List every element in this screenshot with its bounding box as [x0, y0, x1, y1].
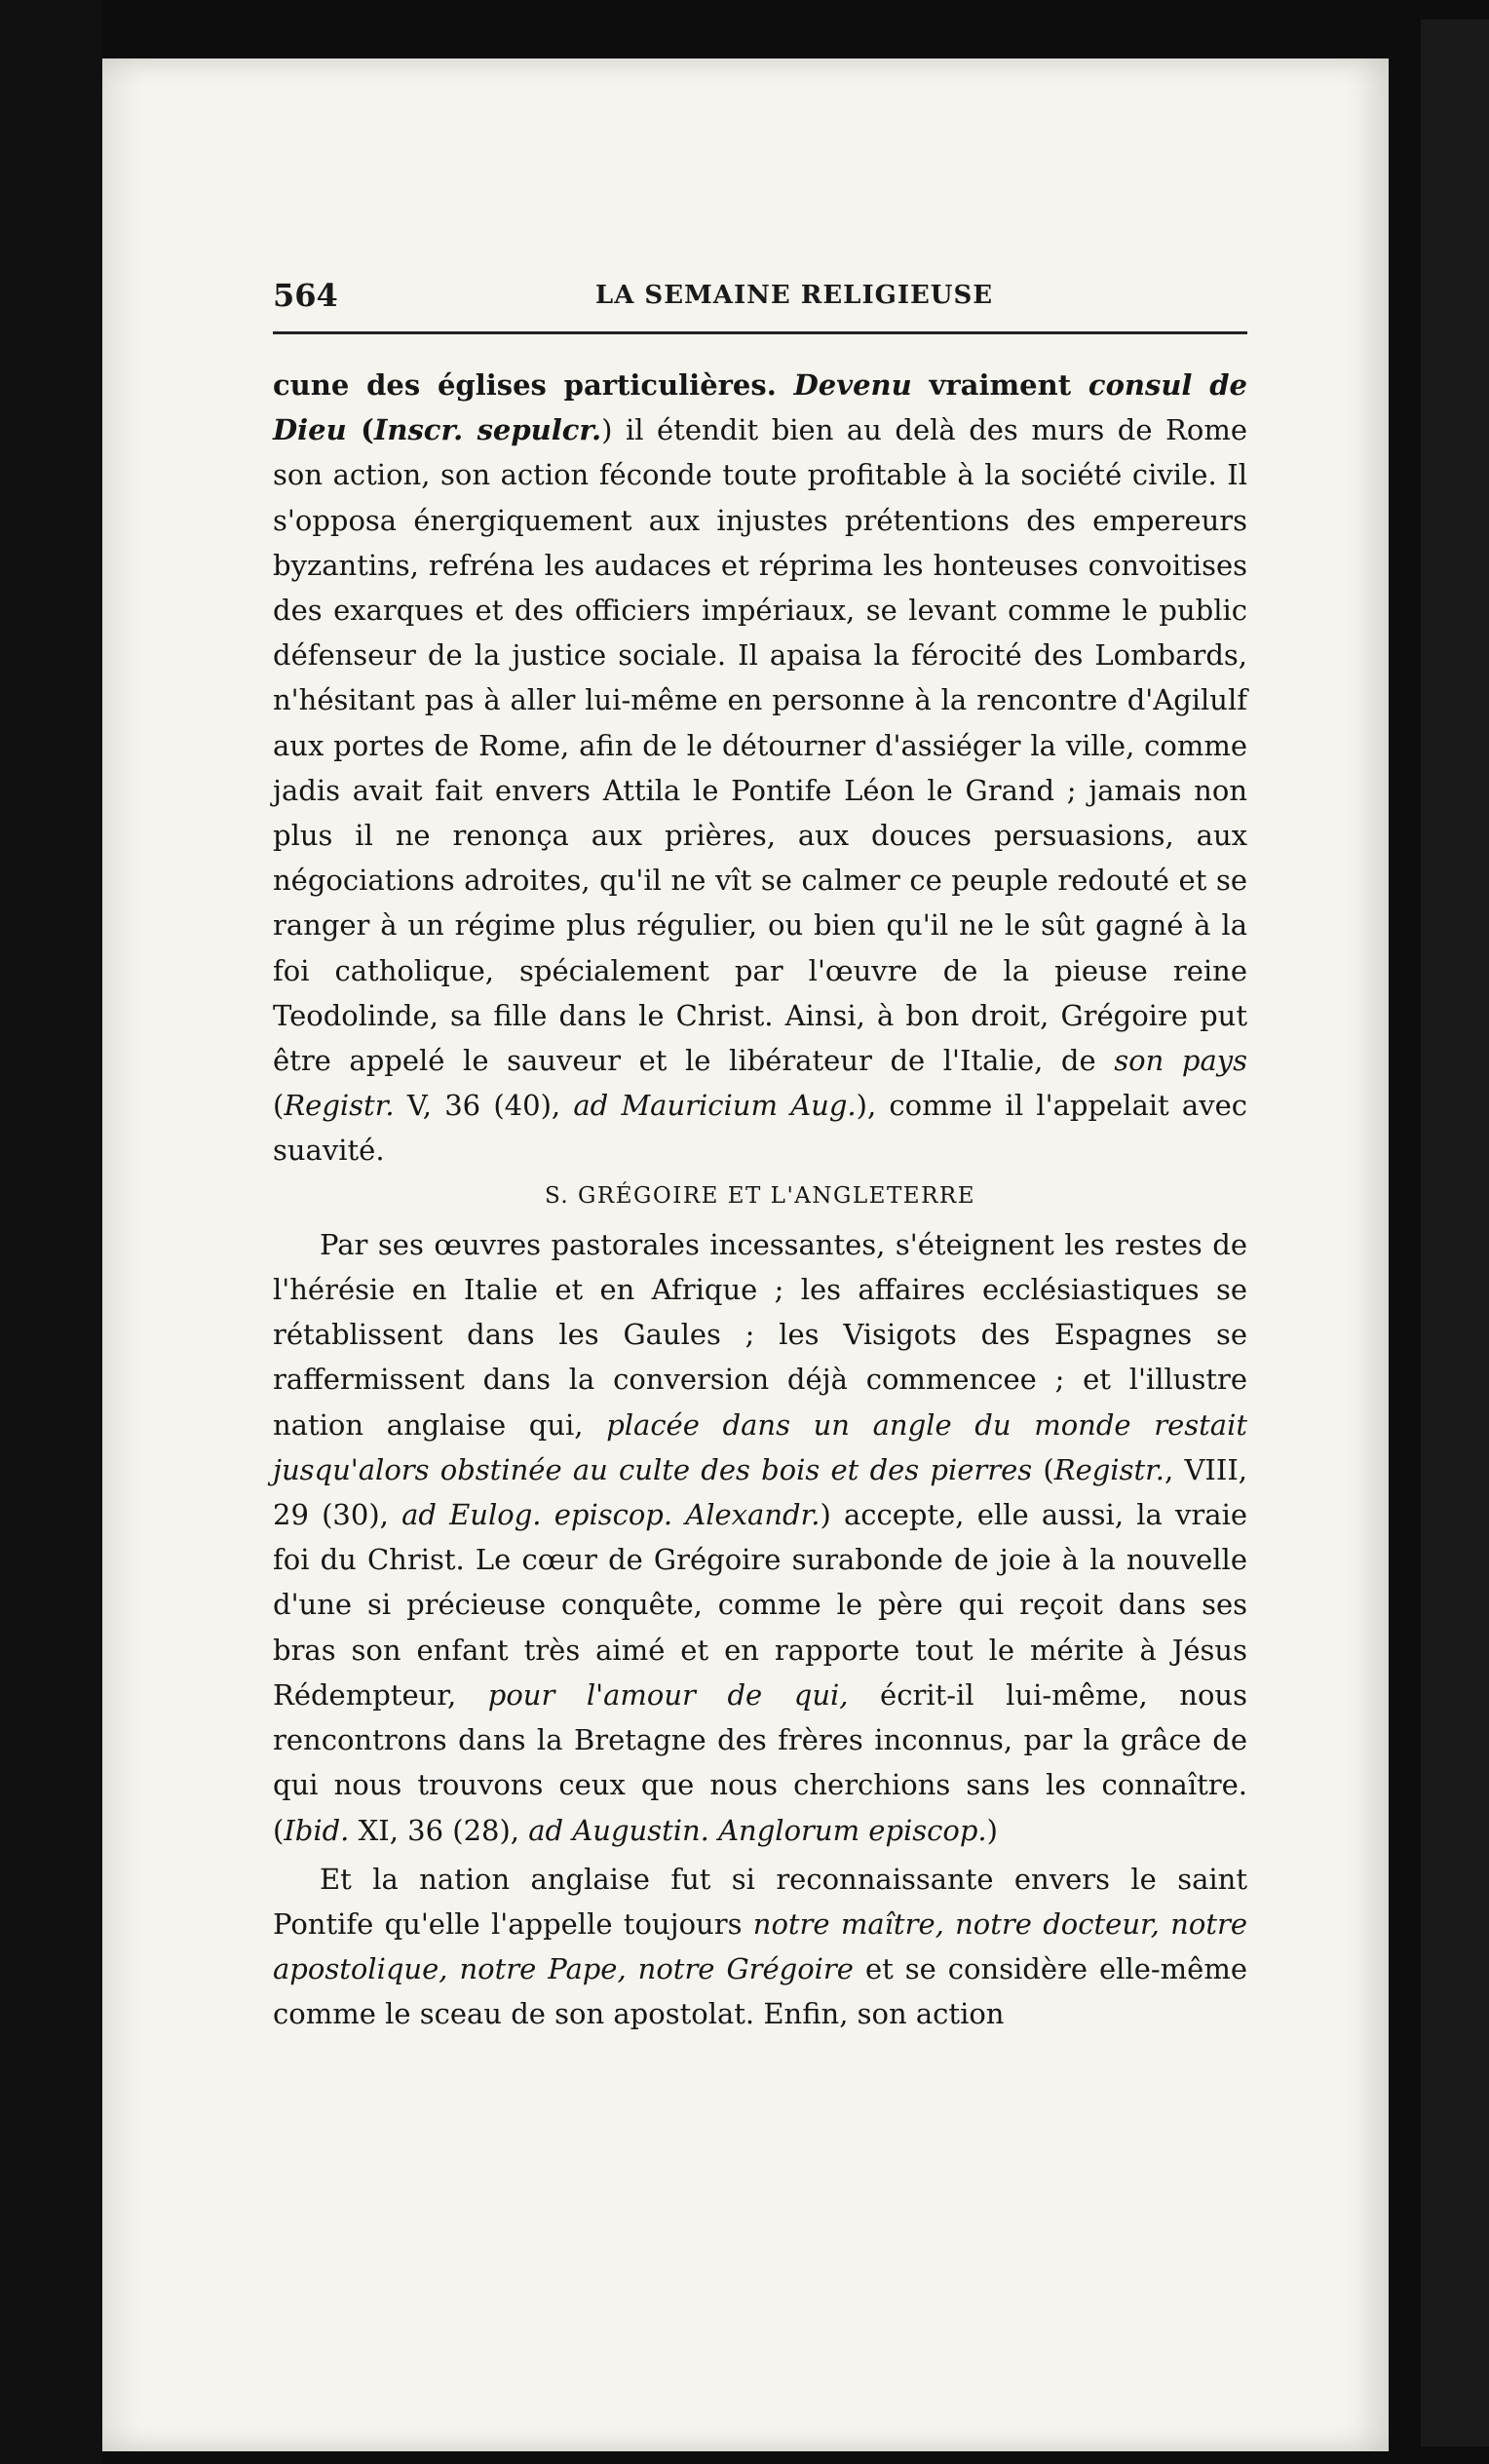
scan-border-right: [1421, 19, 1489, 2446]
para1-text-5: (: [273, 1089, 285, 1123]
para2-text-3: , VIII, 29 (30),: [273, 1452, 1247, 1532]
para2-italic-5: Ibid.: [284, 1813, 350, 1847]
paragraph-2: [273, 1222, 1247, 1853]
para2-text-4: ) accepte, elle aussi, la vraie foi du Christ. Le cœur de Grégoire surabonde de joie à la nouvelle d'une si précieuse conquête, comme le père qui reçoit dans ses bras son enfant très aimé et en rapporte tout le mérite à Jésus Rédempteur,: [273, 1498, 1248, 1712]
para1-italic-2: consul de Dieu: [273, 368, 1247, 447]
para1-italic-3: Inscr. sepulcr.: [373, 413, 602, 447]
paragraph-1: [273, 363, 1247, 1174]
para3-text-1: Et la nation anglaise fut si reconnaissante envers le saint Pontife qu'elle l'appelle toujours: [273, 1862, 1247, 1941]
para1-text-4: ) il étendit bien au delà des murs de Rome son action, son action féconde toute profitable à la société civile. Il s'opposa énergiquement aux injustes prétentions des empereurs byzantins, refréna les audaces et réprima les honteuses convoitises des exarques et des officiers impériaux, se levant comme le public défenseur de la justice sociale. Il apaisa la férocité des Lombards, n'hésitant pas à aller lui-même en personne à la rencontre d'Agilulf aux portes de Rome, afin de le détourner d'assiéger la ville, comme jadis avait fait envers Attila le Pontife Léon le Grand ; jamais non plus il ne renonça aux prières, aux douces persuasions, aux négociations adroites, qu'il ne vît se calmer ce peuple redouté et se ranger à un régime plus régulier, ou bien qu'il ne le sût gagné à la foi catholique, spécialement par l'œuvre de la pieuse reine Teodolinde, sa fille dans le Christ. Ainsi, à bon droit, Grégoire put être appelé le sauveur et le libérateur de l'Italie, de: [273, 413, 1247, 1078]
para1-text-1: cune des églises particulières.: [273, 368, 794, 402]
para2-text-2: (: [1032, 1452, 1054, 1486]
para2-italic-1: placée dans un angle du monde restait jusqu'alors obstinée au culte des bois et des pierres: [273, 1407, 1247, 1486]
para2-italic-4: pour l'amour de qui,: [487, 1677, 849, 1712]
para1-text-6: V, 36 (40),: [394, 1089, 574, 1123]
para3-text-2: et se considère elle-même comme le sceau de son apostolat. Enfin, son action: [273, 1952, 1247, 2031]
paragraph-3: [273, 1857, 1247, 2037]
para1-italic-5: Registr.: [284, 1089, 395, 1123]
running-head: LA SEMAINE RELIGIEUSE: [594, 281, 994, 310]
section-heading: S. GRÉGOIRE ET L'ANGLETERRE: [544, 1182, 976, 1209]
page-number: 564: [273, 277, 338, 314]
para2-text-6: XI, 36 (28),: [349, 1813, 529, 1847]
para2-italic-6: ad Augustin. Anglorum episcop.: [528, 1813, 987, 1847]
header-rule: [273, 331, 1247, 334]
para1-text-3: (: [346, 413, 374, 447]
para1-italic-1: Devenu: [793, 368, 912, 402]
para3-italic-1: notre maître, notre docteur, notre apostolique, notre Pape, notre Grégoire: [273, 1906, 1247, 1986]
para2-italic-3: ad Eulog. episcop. Alexandr.: [401, 1498, 821, 1532]
para1-italic-6: ad Mauricium Aug.: [573, 1089, 857, 1123]
para2-text-7: ): [986, 1813, 998, 1847]
para1-text-2: vraiment: [911, 368, 1088, 402]
para1-italic-4: son pays: [1114, 1044, 1247, 1078]
scan-border-left: [0, 0, 102, 2464]
para2-italic-2: Registr.: [1053, 1452, 1165, 1486]
page-header: [273, 277, 1247, 326]
para2-text-5: écrit-il lui-même, nous rencontrons dans la Bretagne des frères inconnus, par la grâce de qui nous trouvons ceux que nous cherchions sans les connaître. (: [273, 1677, 1247, 1847]
body-text: [273, 363, 1247, 2037]
para1-text-7: ), comme il l'appelait avec suavité.: [273, 1089, 1247, 1168]
para2-text-1: Par ses œuvres pastorales incessantes, s'éteignent les restes de l'hérésie en Italie et en Afrique ; les affaires ecclésiastiques se rétablissent dans les Gaules ; les Visigots des Espagnes se raffermissent dans la conversion déjà commencee ; et l'illustre nation anglaise qui,: [273, 1227, 1247, 1442]
